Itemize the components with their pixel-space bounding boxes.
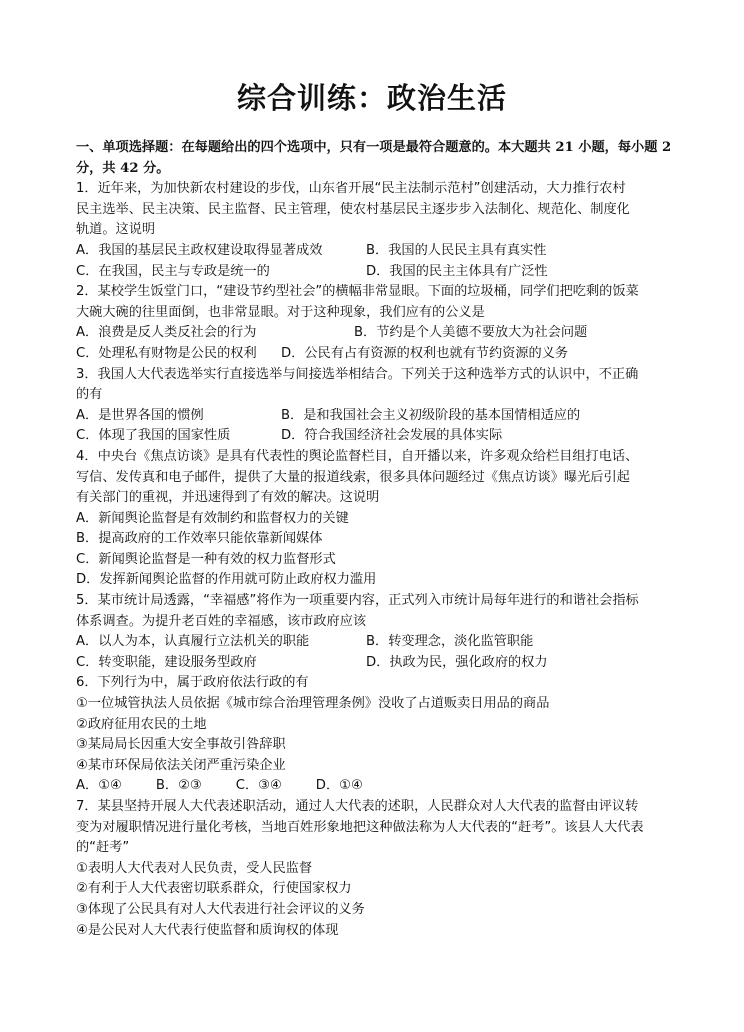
question-2 (76, 282, 676, 364)
question-stem-line: 5．某市统计局透露，“幸福感”将作为一项重要内容，正式列入市统计局每年进行的和谐社会指标 (76, 593, 639, 609)
option-c: C．体现了我国的国家性质 (76, 428, 231, 444)
option-b: B．是和我国社会主义初级阶段的基本国情相适应的 (281, 407, 581, 423)
question-stem-line: 7．某县坚持开展人大代表述职活动，通过人大代表的述职，人民群众对人大代表的监督由评议转 (76, 799, 639, 814)
question-stem-line: 民主选举、民主决策、民主监督、民主管理，使农村基层民主逐步步入法制化、规范化、制度化 (76, 201, 630, 217)
content (76, 138, 676, 941)
option-a: A．浪费是反人类反社会的行为 (76, 325, 257, 341)
question-stem-line: 写信、发传真和电子邮件，提供了大量的报道线索，很多具体问题经过《焦点访谈》曝光后引起 (76, 469, 630, 485)
option-c: C．新闻舆论监督是一种有效的权力监督形式 (76, 551, 336, 567)
question-6 (76, 673, 676, 797)
question-stem-line: 轨道。这说明 (76, 222, 156, 238)
option-c: C．③④ (235, 778, 282, 794)
option-b: B．提高政府的工作效率只能依靠新闻媒体 (76, 531, 323, 547)
statement-4: ④某市环保局依法关闭严重污染企业 (76, 757, 286, 773)
question-stem-line: 1．近年来，为加快新农村建设的步伐，山东省开展“民主法制示范村”创建活动，大力推行农村 (76, 181, 626, 197)
question-stem-line: 的有 (76, 387, 103, 403)
statement-2: ②政府征用农民的土地 (76, 716, 207, 732)
option-b: B．②③ (155, 778, 202, 794)
question-stem-line: 体系调查。为提升老百姓的幸福感，该市政府应该 (76, 613, 367, 629)
statement-1: ①一位城管执法人员依据《城市综合治理管理条例》没收了占道贩卖日用品的商品 (76, 696, 550, 712)
option-d: D．执政为民，强化政府的权力 (366, 654, 548, 670)
statement-3: ③某局局长因重大安全事故引咎辞职 (76, 737, 286, 753)
question-stem-line: 的“赶考” (76, 840, 130, 856)
statement-3: ③体现了公民具有对人大代表进行社会评议的义务 (76, 901, 365, 917)
option-b: B．转变理念，淡化监管职能 (366, 634, 534, 650)
option-c: C．转变职能，建设服务型政府 (76, 654, 257, 670)
question-stem-line: 6．下列行为中，属于政府依法行政的有 (76, 675, 309, 691)
question-3 (76, 365, 676, 447)
question-1 (76, 179, 676, 282)
statement-4: ④是公民对人大代表行使监督和质询权的体现 (76, 922, 339, 938)
option-a: A．以人为本，认真履行立法机关的职能 (76, 634, 310, 650)
question-7 (76, 797, 676, 941)
option-a: A．①④ (76, 778, 122, 794)
option-c: C．在我国，民主与专政是统一的 (76, 263, 270, 279)
question-stem-line: 3．我国人大代表选举实行直接选举与间接选举相结合。下列关于这种选举方式的认识中，不正确 (76, 366, 639, 382)
question-stem-line: 4．中央台《焦点访谈》是具有代表性的舆论监督栏目，自开播以来，许多观众给栏目组打电话、 (76, 448, 639, 464)
statement-1: ①表明人大代表对人民负责，受人民监督 (76, 860, 313, 876)
option-d: D．公民有占有资源的权利也就有节约资源的义务 (281, 345, 569, 361)
option-c: C．处理私有财物是公民的权利 (76, 345, 257, 361)
page-title: 综合训练：政治生活 (236, 81, 507, 115)
option-d: D．①④ (315, 778, 363, 794)
option-a: A．新闻舆论监督是有效制约和监督权力的关键 (76, 510, 349, 526)
question-stem-line: 2．某校学生饭堂门口，“建设节约型社会”的横幅非常显眼。下面的垃圾桶，同学们把吃剩的饭菜 (76, 284, 639, 300)
statement-2: ②有利于人大代表密切联系群众，行使国家权力 (76, 881, 352, 897)
question-4 (76, 447, 676, 591)
option-d: D．符合我国经济社会发展的具体实际 (281, 428, 503, 444)
question-stem-line: 有关部门的重视，并迅速得到了有效的解决。这说明 (76, 490, 380, 506)
section-heading: 一、单项选择题：在每题给出的四个选项中，只有一项是最符合题意的。本大题共 21 小题，每小题 2 分，共 42 分。 (76, 140, 672, 176)
option-b: B．我国的人民民主具有真实性 (366, 242, 547, 258)
question-stem-line: 大碗大碗的往里面倒，也非常显眼。对于这种现象，我们应有的公义是 (76, 304, 485, 320)
option-a: A．我国的基层民主政权建设取得显著成效 (76, 242, 323, 258)
question-stem-line: 变为对履职情况进行量化考核，当地百姓形象地把这种做法称为人大代表的“赶考”。该县人大代表 (76, 819, 644, 835)
option-d: D．发挥新闻舆论监督的作用就可防止政府权力滥用 (76, 572, 377, 588)
option-b: B．节约是个人美德不要放大为社会问题 (354, 325, 588, 341)
question-5 (76, 591, 676, 673)
option-a: A．是世界各国的惯例 (76, 407, 204, 423)
option-d: D．我国的民主主体具有广泛性 (366, 263, 548, 279)
